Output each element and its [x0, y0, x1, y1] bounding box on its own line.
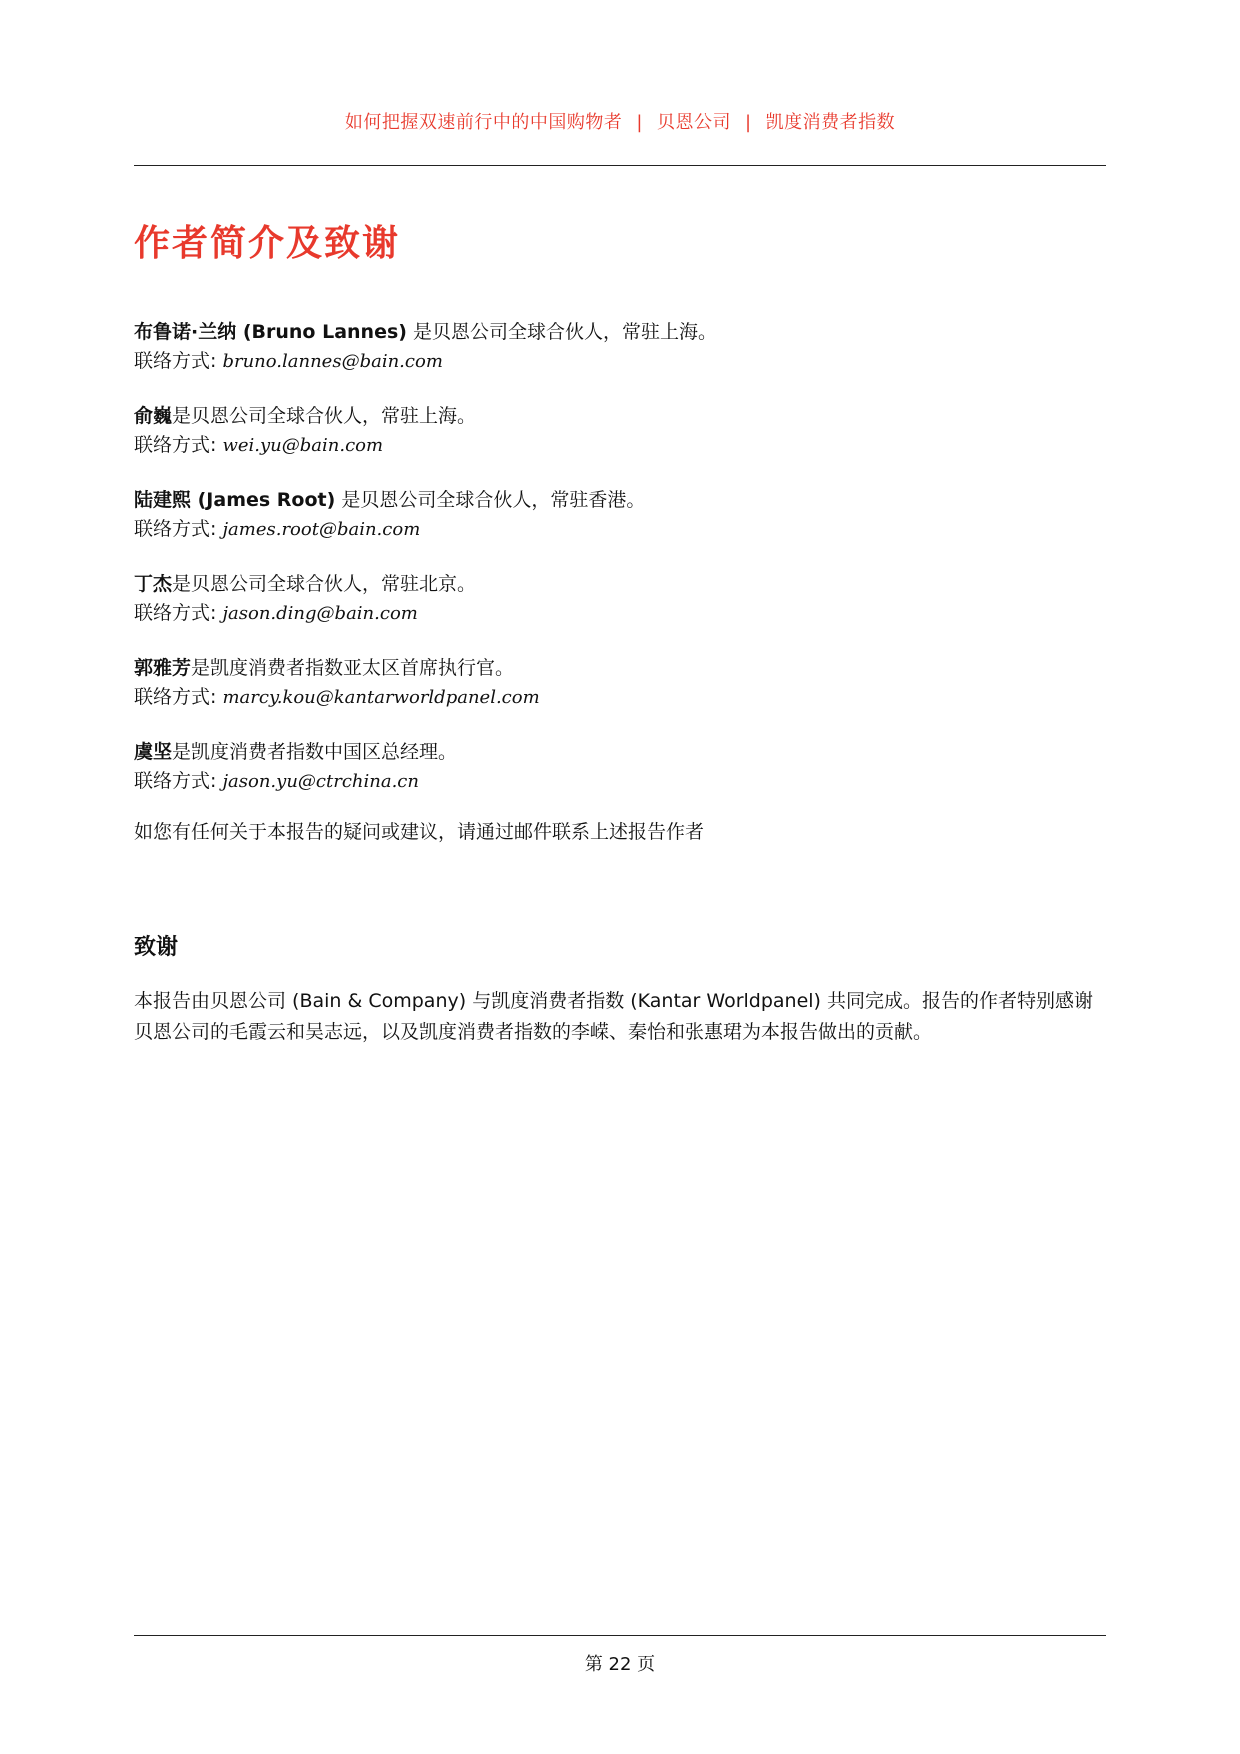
contact-note: 如您有任何关于本报告的疑问或建议，请通过邮件联系上述报告作者: [134, 821, 705, 843]
author-name: 丁杰: [134, 573, 173, 595]
running-header: [134, 108, 1106, 134]
author-name: 虞坚: [134, 741, 173, 763]
header-partner: 凯度消费者指数: [765, 112, 896, 133]
author-description: 是凯度消费者指数亚太区首席执行官。: [191, 657, 515, 679]
author-email[interactable]: jason.ding@bain.com: [222, 603, 418, 624]
author-name: 俞巍: [134, 405, 173, 427]
contact-label: 联络方式:: [134, 686, 217, 708]
header-divider: [134, 165, 1106, 166]
author-description: 是贝恩公司全球合伙人，常驻北京。: [172, 573, 477, 595]
author-email[interactable]: wei.yu@bain.com: [222, 435, 384, 456]
acknowledgements-heading: 致谢: [134, 935, 179, 960]
author-entry: [134, 654, 1106, 738]
author-entry: [134, 738, 1106, 822]
acknowledgements-text: 本报告由贝恩公司 (Bain & Company) 与凯度消费者指数 (Kantar Worldpanel) 共同完成。报告的作者特别感谢贝恩公司的毛霞云和吴志远，以及凯度消费者指数的李嵘、秦怡和张惠珺为本报告做出的贡献。: [134, 990, 1094, 1043]
author-entry: [134, 570, 1106, 654]
contact-label: 联络方式:: [134, 434, 217, 456]
contact-label: 联络方式:: [134, 602, 217, 624]
author-name: 陆建熙 (James Root): [134, 489, 336, 511]
author-description: 是贝恩公司全球合伙人，常驻上海。: [172, 405, 477, 427]
author-email[interactable]: bruno.lannes@bain.com: [222, 351, 443, 372]
author-email[interactable]: marcy.kou@kantarworldpanel.com: [222, 687, 540, 708]
author-entry: [134, 318, 1106, 402]
author-description: 是贝恩公司全球合伙人，常驻上海。: [406, 321, 717, 343]
contact-label: 联络方式:: [134, 518, 217, 540]
contact-label: 联络方式:: [134, 350, 217, 372]
footer-divider: [134, 1635, 1106, 1636]
page-number: 第 22 页: [584, 1654, 656, 1675]
author-list: [134, 318, 1106, 822]
author-entry: [134, 486, 1106, 570]
header-separator: |: [636, 112, 643, 133]
page-title: 作者简介及致谢: [134, 223, 401, 264]
author-description: 是贝恩公司全球合伙人，常驻香港。: [335, 489, 646, 511]
header-company: 贝恩公司: [657, 112, 731, 133]
author-name: 布鲁诺·兰纳 (Bruno Lannes): [134, 321, 407, 343]
header-report-title: 如何把握双速前行中的中国购物者: [344, 112, 623, 133]
author-description: 是凯度消费者指数中国区总经理。: [172, 741, 458, 763]
header-separator: |: [745, 112, 752, 133]
author-email[interactable]: jason.yu@ctrchina.cn: [222, 771, 419, 792]
contact-label: 联络方式:: [134, 770, 217, 792]
author-entry: [134, 402, 1106, 486]
author-email[interactable]: james.root@bain.com: [222, 519, 421, 540]
author-name: 郭雅芳: [134, 657, 192, 679]
